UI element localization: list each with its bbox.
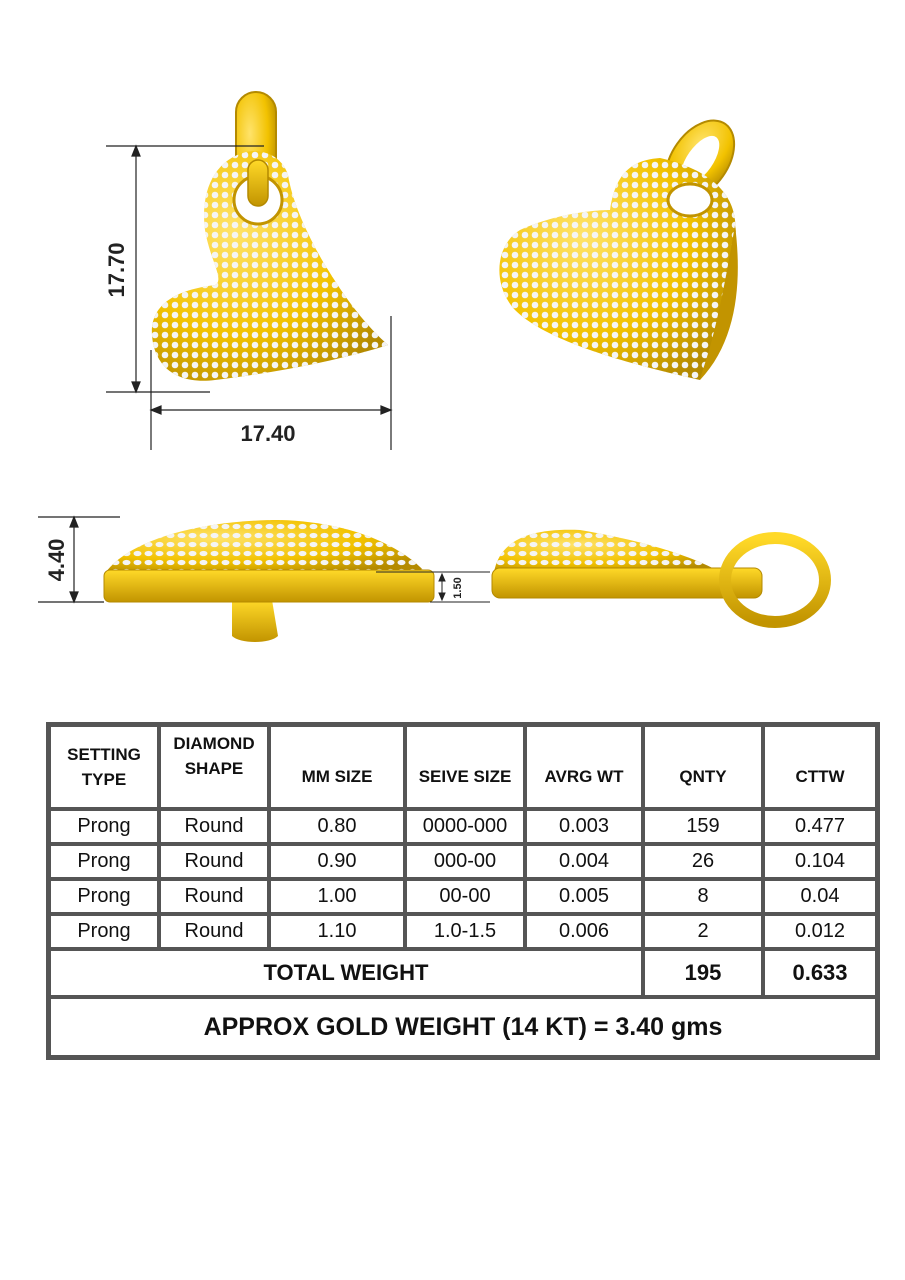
cell-shape: Round (159, 844, 269, 879)
header-setting-type: SETTING TYPE (49, 725, 159, 809)
cell-seive-size: 000-00 (405, 844, 525, 879)
perspective-view (480, 108, 750, 390)
front-view (140, 92, 400, 400)
cell-mm-size: 0.80 (269, 809, 405, 844)
cell-cttw: 0.04 (763, 879, 877, 914)
cell-qnty: 26 (643, 844, 763, 879)
cell-seive-size: 0000-000 (405, 809, 525, 844)
cell-setting: Prong (49, 879, 159, 914)
side-base (104, 570, 434, 602)
cell-qnty: 2 (643, 914, 763, 949)
side-view-left (90, 512, 440, 642)
cell-qnty: 159 (643, 809, 763, 844)
cell-shape: Round (159, 914, 269, 949)
header-mm-size: MM SIZE (269, 725, 405, 809)
header-qnty: QNTY (643, 725, 763, 809)
gold-weight-row (49, 997, 877, 1057)
table-row (49, 879, 877, 914)
table-row (49, 809, 877, 844)
cell-avrg-wt: 0.004 (525, 844, 643, 879)
cell-mm-size: 0.90 (269, 844, 405, 879)
header-cttw: CTTW (763, 725, 877, 809)
cell-cttw: 0.104 (763, 844, 877, 879)
cell-shape: Round (159, 809, 269, 844)
depth-label: 4.40 (44, 538, 69, 582)
cell-shape: Round (159, 879, 269, 914)
cell-setting: Prong (49, 844, 159, 879)
height-label: 17.70 (104, 242, 129, 298)
total-weight-label: TOTAL WEIGHT (49, 949, 643, 997)
diamond-spec-table (46, 722, 880, 1060)
table-row (49, 844, 877, 879)
table-row (49, 914, 877, 949)
width-label: 17.40 (240, 421, 296, 446)
base-label: 1.50 (452, 577, 464, 599)
cell-avrg-wt: 0.006 (525, 914, 643, 949)
header-diamond-shape: DIAMOND SHAPE (159, 725, 269, 809)
gold-weight-label: APPROX GOLD WEIGHT (14 KT) = 3.40 gms (49, 997, 877, 1057)
total-cttw: 0.633 (763, 949, 877, 997)
cell-cttw: 0.012 (763, 914, 877, 949)
cell-avrg-wt: 0.003 (525, 809, 643, 844)
table-header-row (49, 725, 877, 809)
cell-avrg-wt: 0.005 (525, 879, 643, 914)
cell-setting: Prong (49, 809, 159, 844)
total-qnty: 195 (643, 949, 763, 997)
cell-cttw: 0.477 (763, 809, 877, 844)
cell-mm-size: 1.10 (269, 914, 405, 949)
cell-setting: Prong (49, 914, 159, 949)
cell-seive-size: 00-00 (405, 879, 525, 914)
cell-qnty: 8 (643, 879, 763, 914)
side-view-right (490, 522, 825, 622)
cell-seive-size: 1.0-1.5 (405, 914, 525, 949)
total-row (49, 949, 877, 997)
header-avrg-wt: AVRG WT (525, 725, 643, 809)
header-seive-size: SEIVE SIZE (405, 725, 525, 809)
cell-mm-size: 1.00 (269, 879, 405, 914)
